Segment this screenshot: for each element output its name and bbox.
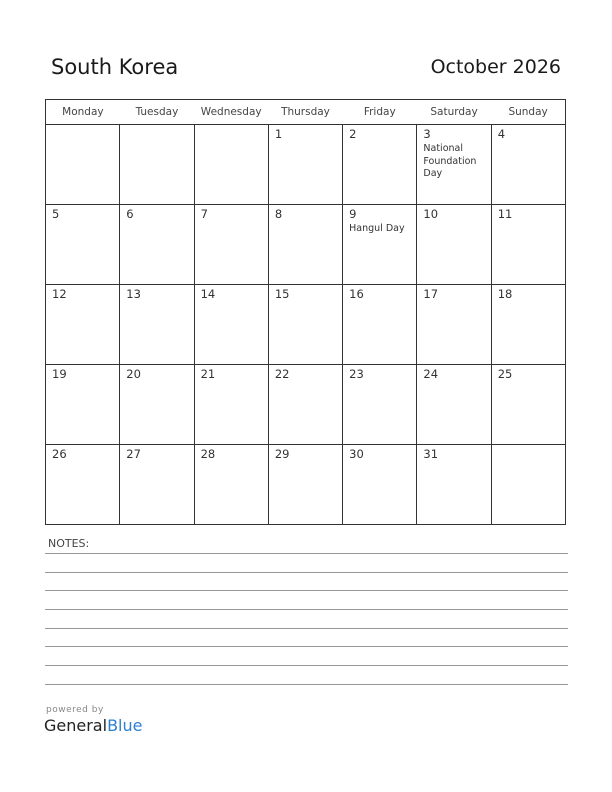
day-number: 29: [274, 447, 290, 461]
day-number: 20: [126, 367, 141, 381]
day-number: 8: [274, 207, 283, 221]
day-number: 21: [200, 367, 216, 381]
day-cell: [46, 285, 120, 365]
day-number: 27: [126, 447, 141, 461]
day-cell: [417, 205, 491, 285]
day-cell: [194, 205, 268, 285]
day-cell: [46, 205, 120, 285]
brand-name-second: Blue: [107, 716, 143, 735]
day-cell: [120, 365, 194, 445]
day-cell: [46, 365, 120, 445]
day-number: 14: [200, 287, 216, 301]
day-number: 25: [497, 367, 513, 381]
day-number: 13: [126, 287, 141, 301]
note-line: [45, 590, 568, 591]
day-number: 17: [423, 287, 439, 301]
day-cell: [343, 365, 417, 445]
day-number: 12: [52, 287, 67, 301]
day-cell: [120, 205, 194, 285]
weekday-header: Monday: [46, 100, 120, 125]
note-line: [45, 553, 568, 554]
day-cell: [343, 285, 417, 365]
day-cell: [491, 125, 565, 205]
week-row: [46, 285, 566, 365]
day-cell: [417, 365, 491, 445]
day-cell: [268, 365, 342, 445]
note-line: [45, 609, 568, 610]
day-number: 9: [349, 207, 357, 221]
holiday-label: National Foundation Day: [423, 143, 477, 179]
day-cell: [491, 205, 565, 285]
day-number: 19: [52, 367, 67, 381]
day-number: 11: [497, 207, 513, 221]
day-number: 26: [52, 447, 67, 461]
holiday-label: Hangul Day: [349, 223, 405, 234]
day-cell: [120, 445, 194, 525]
day-cell: [343, 445, 417, 525]
day-cell: [194, 365, 268, 445]
day-cell: [194, 445, 268, 525]
day-number: 1: [274, 127, 283, 141]
day-cell: [46, 125, 120, 205]
day-number: 5: [52, 207, 60, 221]
weekday-header: Tuesday: [120, 100, 194, 125]
note-line: [45, 665, 568, 666]
day-cell: [268, 445, 342, 525]
day-cell: [343, 125, 417, 205]
notes-label: NOTES:: [48, 537, 90, 550]
calendar-grid: [45, 99, 566, 512]
brand-logo: [44, 705, 142, 735]
week-row: [46, 205, 566, 285]
day-number: 3: [423, 127, 431, 141]
weekday-header: Friday: [343, 100, 417, 125]
weekday-header-row: [46, 100, 566, 125]
day-cell: [46, 445, 120, 525]
weekday-header: Saturday: [417, 100, 491, 125]
day-cell: [268, 205, 342, 285]
day-number: 28: [200, 447, 216, 461]
day-number: 22: [274, 367, 290, 381]
country-title: South Korea: [51, 55, 179, 79]
brand-name-first: General: [44, 716, 108, 735]
weekday-header: Thursday: [268, 100, 342, 125]
day-cell: [343, 205, 417, 285]
note-line: [45, 572, 568, 573]
day-cell: [268, 125, 342, 205]
weekday-header: Sunday: [491, 100, 565, 125]
brand-name: [44, 716, 142, 735]
day-number: 24: [423, 367, 439, 381]
week-row: [46, 365, 566, 445]
powered-by-text: powered by: [46, 705, 104, 715]
day-number: 23: [349, 367, 364, 381]
note-line: [45, 684, 568, 685]
day-cell: [491, 285, 565, 365]
day-cell: [120, 285, 194, 365]
day-number: 30: [349, 447, 364, 461]
day-number: 2: [349, 127, 357, 141]
day-cell: [120, 125, 194, 205]
month-title: October 2026: [430, 56, 561, 78]
day-number: 31: [423, 447, 439, 461]
day-number: 18: [497, 287, 513, 301]
day-cell: [268, 285, 342, 365]
week-row: [46, 125, 566, 205]
day-cell: [194, 125, 268, 205]
day-number: 6: [126, 207, 134, 221]
day-number: 4: [497, 127, 506, 141]
day-number: 16: [349, 287, 364, 301]
weekday-header: Wednesday: [194, 100, 268, 125]
day-cell: [417, 125, 491, 205]
calendar-body: [46, 125, 566, 525]
day-cell: [417, 285, 491, 365]
note-line: [45, 628, 568, 629]
week-row: [46, 445, 566, 525]
note-line: [45, 646, 568, 647]
day-cell: [491, 365, 565, 445]
day-cell: [417, 445, 491, 525]
day-cell: [194, 285, 268, 365]
day-cell: [491, 445, 565, 525]
day-number: 15: [274, 287, 290, 301]
day-number: 7: [200, 207, 208, 221]
day-number: 10: [423, 207, 439, 221]
